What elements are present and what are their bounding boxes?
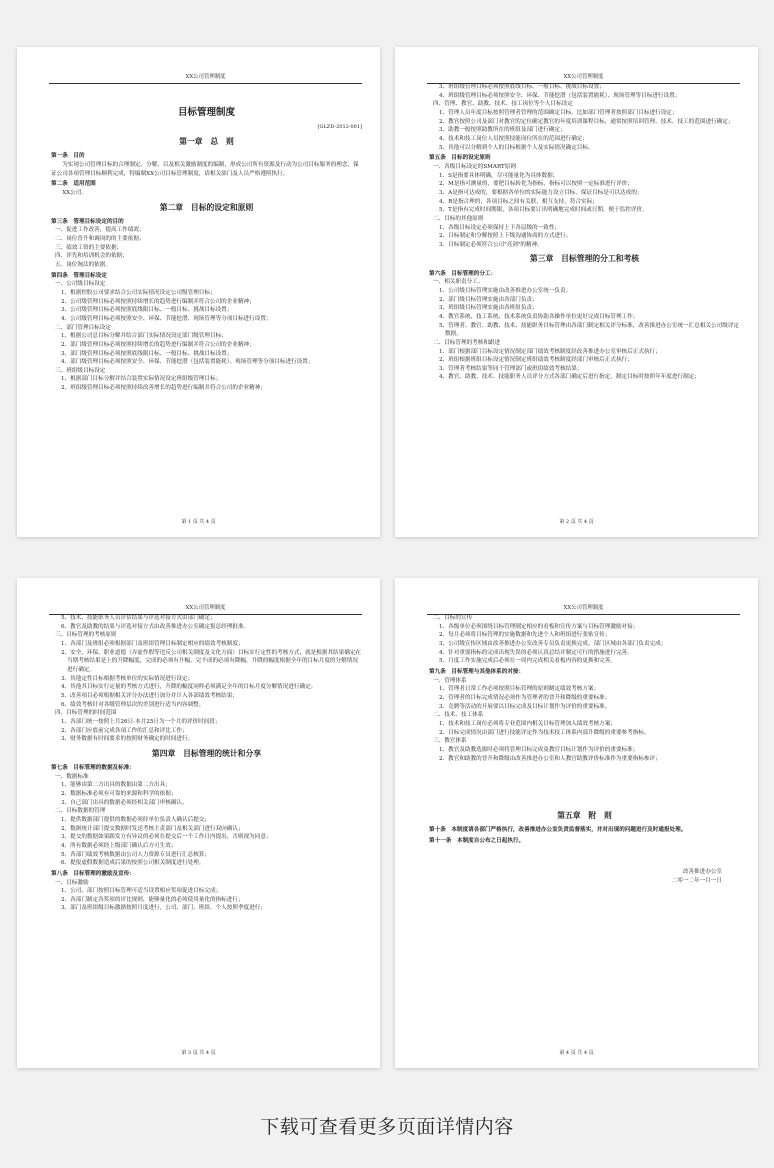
article-heading: 第一条 目的 (51, 153, 85, 160)
sub-list-item: 4、技术和技工岗位人员按照技能岗位所在的范围进行确定； (439, 135, 588, 142)
list-item: 二、技术、技工体系 (433, 712, 484, 719)
sub-list-item: 1、教官及助教选拔时必须将管理目标完成及教官目标计划作为评价的重要标准； (439, 746, 639, 753)
article-heading: 第三条 管理目标设定的目的 (51, 218, 124, 225)
sub-list-item: 4、所有数据必须经上级部门确认后方可生效； (61, 842, 177, 849)
document-page-4 (395, 578, 758, 1068)
sub-list-item: 2、每月必须将目标管理的实施数据和先进个人和班组进行张贴宣传； (439, 632, 611, 639)
chapter-heading: 第五章 附 则 (557, 811, 612, 821)
sub-list-item: 2、各部门制定各奖项的评比规则，能够量化的必须使用量化的指标进行； (61, 896, 244, 903)
sub-list-item: 2、教官和助教的晋升和降级由改善推进办公室和人教官助教评价标准作为重要指标参评； (439, 755, 661, 762)
sub-list-item: 1、各部门统一按照上月26日-本月25日为一个月的评价时间段； (61, 718, 221, 725)
page-header: XX公司管理制度 (49, 75, 362, 84)
sub-list-item: 2、公司级管理目标必须按照持续增长的趋势进行编制并符合公司的企业精神； (61, 298, 255, 305)
article-heading: 第五条 目标的设定原则 (429, 155, 491, 162)
list-item: 三、教官体系 (433, 738, 467, 745)
sub-list-item: 4、针对重要指标的完成出现失误的必须认真总结并制定可行的措施进行完善。 (439, 649, 633, 656)
page-body (429, 614, 740, 885)
sub-list-item: 3、A是指可达成的，要根据各单位的实际能力设立目标，保证目标是可以达成的； (439, 189, 643, 196)
sub-list-item: 3、其他定性目标根据考核单位的实际情况进行设定； (61, 675, 194, 682)
document-page-2 (395, 47, 758, 537)
list-item: 一、数据标准 (55, 773, 89, 780)
list-item: 二、目标的宣传 (433, 615, 473, 621)
sub-list-item: 5、技术、技能职务人员评估结果与评选对接方式由部门确定； (61, 615, 216, 621)
sub-list-item: 5、其他可以分解到个人的目标根据个人及实际情况确定目标。 (439, 144, 594, 151)
sub-list-item: 3、公司级管理目标必须按照底线限目标、一般目标、挑战目标设置； (61, 307, 233, 314)
article-heading: 第十条 本制度请各部门严格执行，改善推进办公室负责监督落实，并对出现的问题进行及时通报处理。 (429, 827, 687, 834)
sub-list-item: 2、数据标准必须有可靠的来源和科学的依据； (61, 790, 177, 797)
sub-list-item: 1、技术和技工岗位必须将专业范围内相关目标管理加入绩效考核方案； (439, 720, 616, 727)
sub-list-item: 1、公司级目标管理实施由改善推进办公室统一负责； (439, 287, 572, 294)
list-item: 一、管理体系 (433, 677, 467, 684)
signature-date: 二零一二年一月一日 (671, 877, 722, 884)
sub-list-item: 3、部门及班组级目标激励按照月度进行，公司、部门、班组、个人按照季度进行； (61, 905, 266, 912)
chapter-heading: 第三章 目标管理的分工和考核 (529, 254, 640, 264)
sub-list-item: 5、T是指有完成时间期限，各项目标要订出明确地完成时间或日期，便于监控评价。 (439, 207, 648, 214)
list-item: 二、目标的其他原则 (433, 215, 484, 222)
sub-list-item: 2、目标制定和分解按照上下级沟通协商的方式进行； (439, 233, 572, 240)
page-header: XX公司管理制度 (49, 606, 362, 615)
sub-list-item: 5、月度工作实施完成后必须在一周内完成相关看板内容的更换和完善。 (439, 658, 616, 665)
sub-list-item: 2、部门级管理目标必须按照持续增长的趋势进行编制并符合公司的企业精神； (61, 341, 255, 348)
sub-list-item: 3、目标制定必须符合公司"亮剑"的精神。 (439, 241, 543, 248)
page-content (429, 83, 740, 382)
page-number: 第 3 页 共 4 页 (181, 1050, 216, 1057)
sub-list-item: 2、管理者的目标完成情况必须作为管理者的晋升和降级的重要标准； (439, 694, 611, 701)
list-item: 二、目标数据的管理 (55, 808, 106, 815)
sub-list-item: 1、公司、部门按照目标管理可适当设置相应奖项促进目标完成； (61, 888, 222, 895)
signature-department: 改善推进办公室 (682, 868, 722, 875)
sub-list-item: 4、部门级管理目标必须按照安全、环保、节能挖潜（包括装置能耗）、现场管理等分项目标进行设置； (61, 359, 314, 366)
sub-list-item: 2、班组根据班组目标设定情况制定班组绩效考核制度经部门审核后正式执行； (439, 357, 633, 364)
page-content (429, 614, 740, 885)
document-page-3 (17, 578, 380, 1068)
sub-list-item: 2、部门级目标管理实施由各部门负责； (439, 296, 538, 303)
sub-list-item: 1、各级目标设定必须保持上下各层级的一致性； (439, 224, 561, 231)
list-item: 四、管理、教官、助教、技术、技工岗位等个人目标设定 (433, 101, 573, 108)
sub-list-item: 3、财务数据有时间要求的按照财务确定的时间进行。 (61, 736, 194, 743)
list-item: 一、目标激励 (55, 879, 89, 886)
page-number: 第 2 页 共 4 页 (559, 519, 594, 526)
sub-list-item: 1、部门根据部门目标设定情况制定部门绩效考核制度经改善推进办公室审核后正式执行； (439, 348, 661, 355)
list-item: 五、岗位淘汰的依据。 (55, 261, 111, 268)
sub-list-item: 3、管理者考核结果等同于管理部门或班组绩效考核结果； (439, 365, 583, 372)
list-item: 二、岗位晋升和调岗的的主要依据； (55, 235, 145, 242)
page-number: 第 4 页 共 4 页 (559, 1050, 594, 1057)
paragraph: 为实现公司管理目标的合理制定、分解、以及相关激励制度的编制，形成公司所有资源及行动为公司目标服务的理念，保证公司各项管理目标顺利完成，特编制XX公司目标管理制度，请相关部门及人员严格遵照执行。 (51, 161, 359, 177)
sub-list-item: 3、助教一般按照助教所在的班组及部门进行确定； (439, 127, 566, 134)
sub-list-item: 3、提交的数据如果跟发方有异议的必须在提交后一个工作日内提出，否则视为同意； (61, 834, 272, 841)
document-code: [GLZD-2012-001] (317, 124, 362, 131)
sub-list-item: 4、公司级管理目标必须按照安全、环保、节能挖潜、现场管理等分项目标进行设置； (61, 315, 272, 322)
sub-list-item: 6、提报虚假数据造成后果的按照公司相关制度进行处理。 (61, 860, 205, 867)
paragraph: XX公司。 (62, 189, 87, 196)
sub-list-item: 1、S是指要具体明确，尽可能量化为具体数据； (439, 172, 559, 179)
sub-list-item: 1、提供数据部门提供的数据必须经单位负责人确认后提交； (61, 816, 210, 823)
sub-list-item: 1、能够由第二方出具的数据由第二方出具； (61, 782, 171, 789)
chapter-heading: 第四章 目标管理的统计和分享 (151, 748, 262, 758)
article-heading: 第六条 目标管理的分工： (429, 270, 497, 277)
list-item: 一、公司级目标设定 (55, 281, 106, 288)
sub-list-item: 3、班组级目标管理实施由各班组负责； (439, 305, 538, 312)
chapter-heading: 第一章 总 则 (179, 137, 234, 147)
page-content (51, 89, 362, 393)
sub-list-item: 2、班组级管理目标必须按照持续改善增长的趋势进行编制并符合公司的企业精神； (61, 385, 266, 392)
list-item: 三、绩效工资的主要依据； (55, 244, 123, 251)
sub-list-item: 2、M是指可测量的，要把目标转化为指标，指标可以按照一定标准进行评价； (439, 181, 633, 188)
sub-list-item: 1、管理者日常工作必须按照目标管理的原则制定绩效考核方案； (439, 686, 600, 693)
sub-list-item: 1、各级单位必须围绕目标管理制定相应的看板和宣传方案与目标管理激励对接； (439, 623, 639, 630)
sub-list-item: 4、教官系统、技工系统、技术系统负责协助各操作单位更好完成目标管理工作； (439, 313, 639, 320)
sub-list-item: 2、各部门应底前完成各项工作的汇总和评比工作； (61, 727, 188, 734)
document-page-1 (17, 47, 380, 537)
sub-list-item: 3、部门级管理目标必须按照底线限目标、一般目标、挑战目标设置； (61, 350, 233, 357)
sub-list-item: 1、各部门及班组必须根据部门及班组管理目标制定相应的绩效考核制度； (61, 640, 244, 647)
sub-list-item: 1、根据公司总目标分解并结合部门实际情况设定部门级管理目标； (61, 333, 227, 340)
list-item: 二、部门管理目标设定 (55, 324, 111, 331)
list-item: 四、评先和培训机会的依据； (55, 253, 128, 260)
sub-list-item: 3、自己部门出具的数据必须经相关部门审核确认。 (61, 799, 188, 806)
chapter-heading: 第二章 目标的设定和原则 (159, 202, 254, 212)
sub-list-item: 4、其他其目标实行定量的考核方式进行，升降的幅度同样必须满足全年的目标月度分解情况进行确定； (61, 684, 317, 691)
list-item: 二、目标管理的考核和跟进 (433, 339, 501, 346)
sub-list-item: 6、教官及助教的结果与评选对接方式由改善推进办公室确定报总经理批准。 (61, 623, 250, 630)
sub-list-item: 6、绩效考核针对各级管理层次的差别进行适当内容调整。 (61, 701, 205, 708)
article-heading: 第十一条 本制度自公布之日起执行。 (429, 837, 525, 844)
list-item: 四、目标管理的时间范围 (55, 710, 117, 717)
sub-list-item: 4、教官、助教、技术、技能职务人员评分方式各部门确定后进行指定，制定目标时按照年年度进行制定； (439, 374, 700, 381)
article-heading: 第二条 适用范围 (51, 181, 96, 188)
page-header: XX公司管理制度 (427, 606, 740, 615)
list-item: 一、促进工作改善，提高工作绩效； (55, 227, 145, 234)
page-body (51, 614, 362, 913)
list-item: 三、班组级目标设定 (55, 367, 106, 374)
sub-list-item: 2、目标完成情况由部门进行技能评定作为技术技工体系内部升降级的重要参考指标。 (439, 729, 650, 736)
sub-list-item: 5、管理者、教官、助教、技术、技能职务目标管理由各部门制定相关评分标准，改善推进办公室统一汇总相关公司级评定数据。 (439, 322, 740, 338)
list-item: 一、相关职责分工。 (433, 279, 484, 286)
download-more-caption[interactable]: 下载可查看更多页面详情内容 (260, 1116, 514, 1138)
article-heading: 第八条 目标管理的激励及宣传： (51, 870, 135, 877)
sub-list-item: 4、R是指合理的，各项目标之间有关联，相互支持，符合实际； (439, 198, 598, 205)
page-number: 第 1 页 共 4 页 (181, 519, 216, 526)
article-heading: 第七条 目标管理的数据及标准： (51, 764, 135, 771)
list-item: 一、各级目标设定的SMART原则 (433, 163, 516, 170)
page-content (51, 614, 362, 913)
sub-list-item: 3、公司级宣传区域由改善推进办公室改善专员负责更换完成，部门区域由各部门负责完成； (439, 640, 667, 647)
article-heading: 第四条 管理目标设定 (51, 272, 107, 279)
sub-list-item: 2、安全、环保、职业道德（弄虚作假等违反公司相关制度及文化方面）目标实行定性的考核方式，就是根据其结果确定在当期考核结果是上的升降幅度，完成的必须有升幅，完不成的必须有降幅，升降的幅度根据全年的目标月度的分解情况进行确定。 (61, 649, 362, 673)
sub-list-item: 3、班组级管理目标必须按照底线目标、一般目标、挑战目标设置； (439, 84, 605, 90)
sub-list-item: 2、数据统计部门提交数据时发送考核主责部门及相关部门进行双向确认； (61, 825, 244, 832)
page-body (51, 137, 362, 393)
sub-list-item: 2、教官按照公司及部门对教官的定位确定教官的年度培训课程目标，通常按照培训管理、技术、技工的范围进行确定； (439, 118, 734, 125)
sub-list-item: 1、管理人员年度目标按照管理者管理的范围确定目标，比如部门管理者按照部门目标进行设定； (439, 109, 678, 116)
page-body (429, 83, 740, 382)
sub-list-item: 5、各部门绩效考核数据由公司人力资源专员进行汇总核算； (61, 851, 210, 858)
sub-list-item: 4、班组级管理目标必须按照安全、环保、节能挖潜（包括装置能耗）、现场管理等目标进行设置； (439, 92, 681, 99)
page-header: XX公司管理制度 (427, 75, 740, 84)
sub-list-item: 1、根据控股公司要求结合公司实际情况设定公司级管理目标； (61, 289, 216, 296)
sub-list-item: 1、根据部门目标分解并结合装置实际情况设定班组级管理目标； (61, 376, 222, 383)
sub-list-item: 5、改善项目必须根据相关评分办法进行加分并计入各部绩效考核结果； (61, 692, 238, 699)
document-title: 目标管理制度 (177, 107, 235, 118)
article-heading: 第九条 目标管理与其他体系的对接： (429, 668, 525, 675)
list-item: 三、目标管理的考核原则 (55, 632, 117, 639)
sub-list-item: 3、竞聘等活动的开展要以目标完成及目标计划作为评价的重要标准。 (439, 703, 611, 710)
